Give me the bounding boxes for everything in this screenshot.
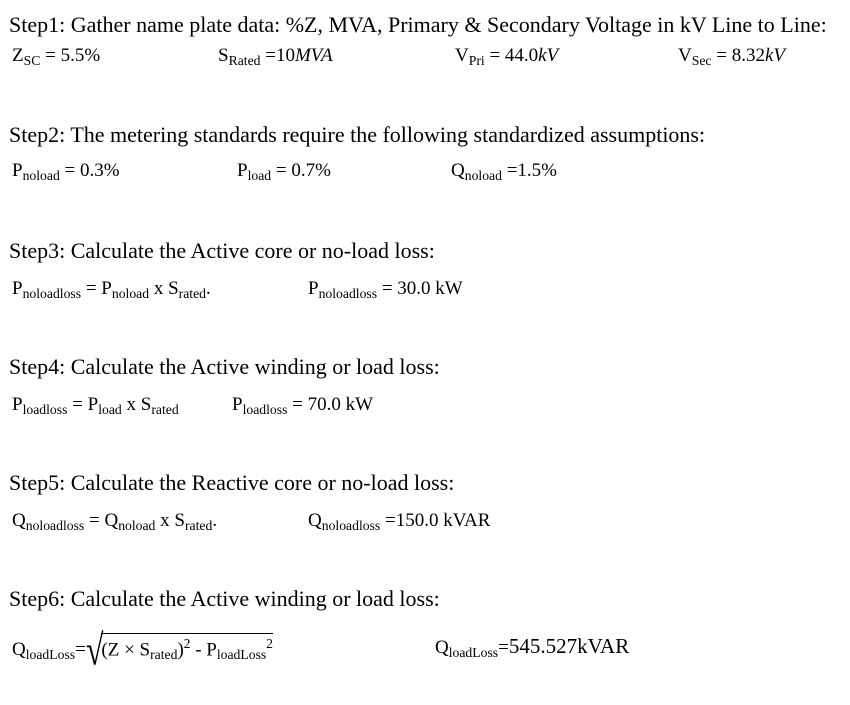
- reactive-loadloss-formula: $Q_{loadLoss}=√(Z \times S_{rated})^2 - P_{loadLoss}^2$: [12, 625, 273, 675]
- noloadloss-formula: $P_{noloadloss} = P_{noload}$ x $S_{rated}$.: [12, 278, 211, 301]
- step2-heading: Step2: The metering standards require the following standardized assumptions:: [9, 122, 706, 147]
- noloadloss-result: $P_{noloadloss} = 30.0$ kW: [308, 278, 463, 301]
- step1-heading: Step1: Gather name plate data: %Z, MVA, Primary & Secondary Voltage in kV Line to Line:: [9, 12, 827, 37]
- step5-heading: Step5: Calculate the Reactive core or no-load loss:: [9, 470, 455, 495]
- zsc-equation: $Z_{SC} = 5.5\%$: [12, 45, 101, 68]
- loadloss-formula: $P_{loadloss} = P_{load}$ x $S_{rated}$: [12, 394, 179, 417]
- vpri-equation: $V_{Pri} = 44.0kV$: [455, 45, 559, 68]
- vsec-equation: $V_{Sec} = 8.32kV$: [678, 45, 785, 68]
- reactive-noloadloss-formula: $Q_{noloadloss} = Q_{noload}$ x $S_{rated}$.: [12, 510, 218, 533]
- srated-equation: $S_{Rated} =10MVA$: [218, 45, 333, 68]
- step4-heading: Step4: Calculate the Active winding or load loss:: [9, 354, 440, 379]
- loadloss-result: $P_{loadloss} = 70.0$ kW: [232, 394, 374, 417]
- square-root-sign: √: [85, 625, 104, 675]
- step3-heading: Step3: Calculate the Active core or no-load loss:: [9, 238, 435, 263]
- pload-equation: $P_{load} = 0.7\%$: [237, 160, 331, 183]
- reactive-noloadloss-result: $Q_{noloadloss} =150.0$ kVAR: [308, 510, 491, 533]
- reactive-loadloss-result: $Q_{loadLoss}=545.527kVAR$: [435, 634, 630, 660]
- pnoload-equation: $P_{noload} = 0.3\%$: [12, 160, 120, 183]
- step6-heading: Step6: Calculate the Active winding or load loss:: [9, 586, 440, 611]
- radicand: $(Z \times S_{rated})^2 - P_{loadLoss}^2$: [101, 633, 272, 663]
- qnoload-equation: $Q_{noload} =1.5\%$: [451, 160, 557, 183]
